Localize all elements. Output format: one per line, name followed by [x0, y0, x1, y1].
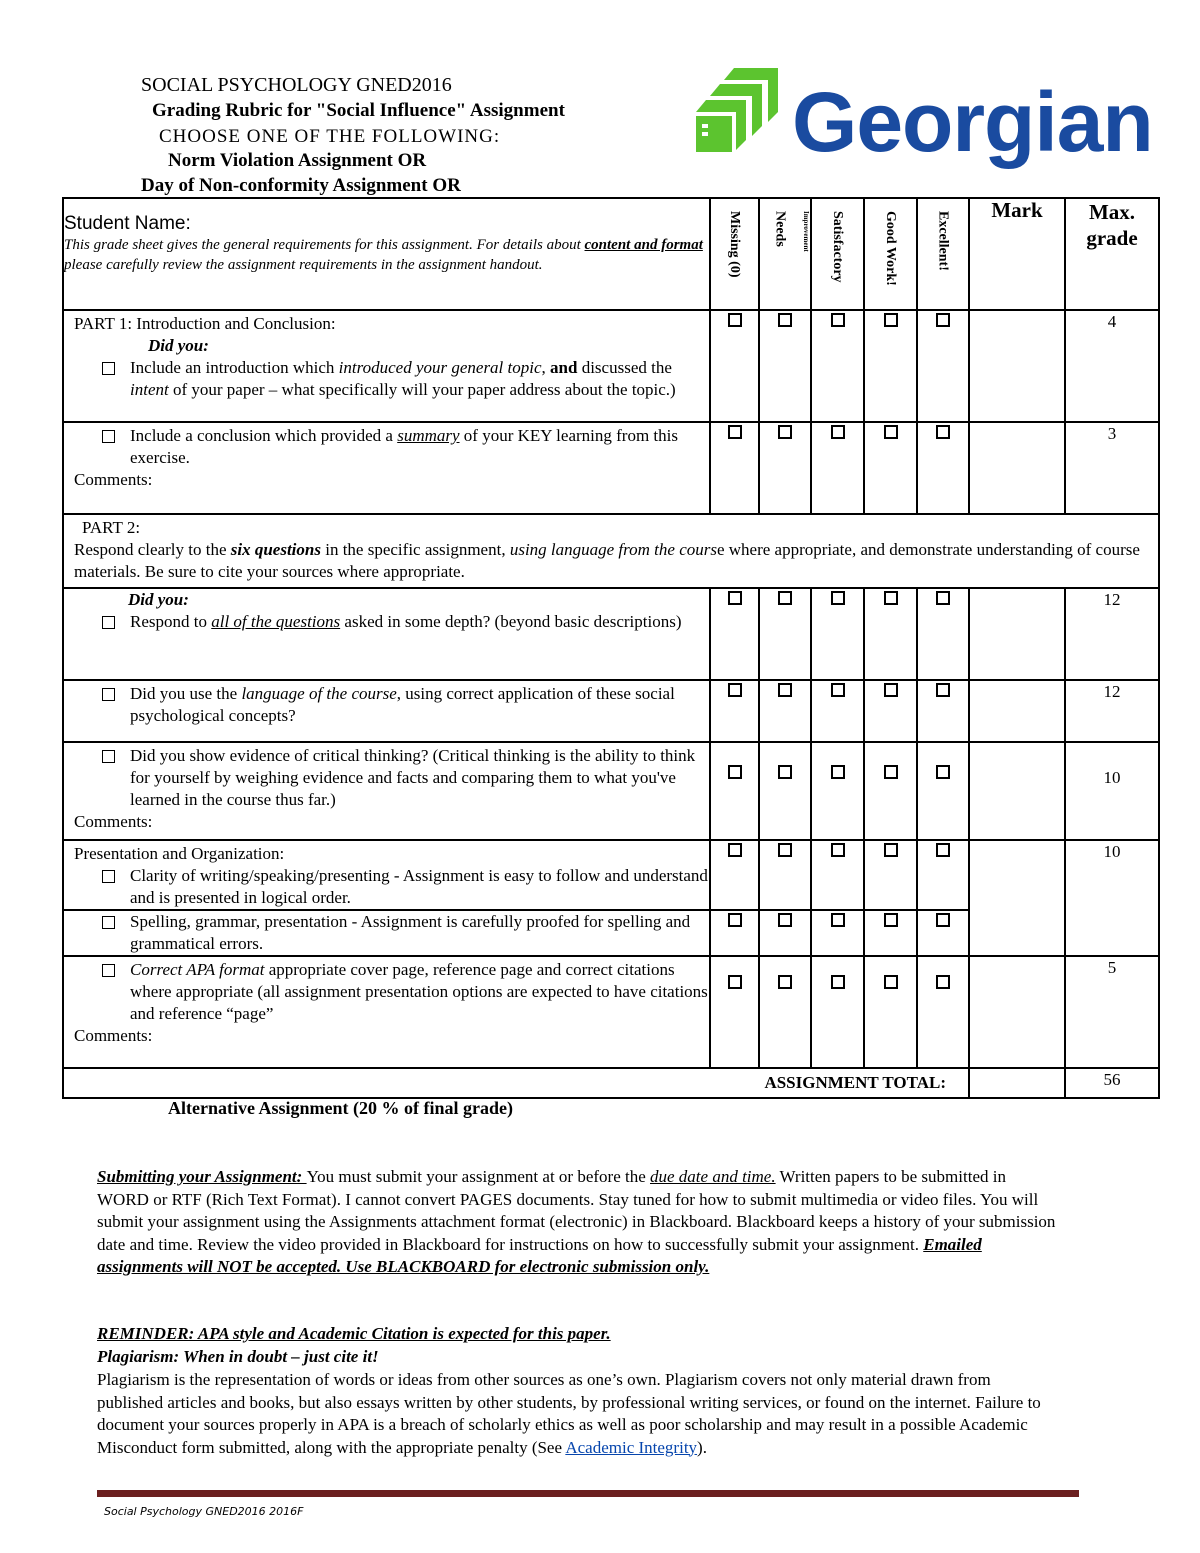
checkbox-satisfactory[interactable] [811, 422, 864, 514]
mark-cell[interactable] [969, 422, 1065, 514]
mark-cell[interactable] [969, 310, 1065, 422]
checkbox-satisfactory[interactable] [811, 680, 864, 742]
checkbox-satisfactory[interactable] [811, 588, 864, 680]
checkbox-needs[interactable] [759, 742, 811, 840]
georgian-logo-text: Georgian [792, 75, 1153, 169]
table-row [63, 514, 1159, 588]
checkbox-missing[interactable] [710, 910, 759, 956]
checkbox-needs[interactable] [759, 422, 811, 514]
part2-intro: Respond clearly to the six questions in the specific assignment, using language from the course where appropriate, and demonstrate understanding of course materials. Be sure to cite your sources where appropriate. [74, 540, 1140, 581]
max-grade-cell: 10 [1065, 742, 1159, 840]
mark-cell[interactable] [969, 840, 1065, 956]
academic-integrity-link[interactable]: Academic Integrity [565, 1437, 698, 1457]
footer-text: Social Psychology GNED2016 2016F [104, 1505, 304, 1518]
list-item: Did you use the language of the course, using correct application of these social psychological concepts? [102, 683, 709, 727]
checkbox-satisfactory[interactable] [811, 910, 864, 956]
comments-label: Comments: [74, 470, 153, 489]
part2-title: PART 2: [82, 518, 141, 537]
checkbox-excellent[interactable] [917, 840, 969, 910]
course-title: SOCIAL PSYCHOLOGY GNED2016 [141, 74, 452, 96]
max-grade-cell: 12 [1065, 588, 1159, 680]
assignment-total-label: ASSIGNMENT TOTAL: [63, 1068, 969, 1098]
checkbox-good[interactable] [864, 422, 917, 514]
checkbox-excellent[interactable] [917, 422, 969, 514]
mark-cell[interactable] [969, 742, 1065, 840]
georgian-leaf-icon [694, 68, 784, 160]
option-non-conformity: Day of Non-conformity Assignment OR [141, 175, 461, 196]
max-grade-cell: 3 [1065, 422, 1159, 514]
table-row [63, 680, 1159, 742]
checkbox-good[interactable] [864, 310, 917, 422]
student-name-label: Student Name: [64, 213, 191, 234]
did-you-label: Did you: [148, 336, 209, 355]
grade-sheet-note: This grade sheet gives the general requirements for this assignment. For details about content and format please carefully review the assignment requirements in the assignment handout. [64, 237, 703, 273]
plagiarism-heading: Plagiarism: When in doubt – just cite it! [97, 1347, 379, 1366]
list-item: Correct APA format appropriate cover page, reference page and correct citations where appropriate (all assignment presentation options are expected to have citations and reference “page” [102, 959, 709, 1025]
checkbox-satisfactory[interactable] [811, 956, 864, 1068]
mark-cell[interactable] [969, 956, 1065, 1068]
max-grade-cell: 10 [1065, 840, 1159, 956]
total-mark-cell[interactable] [969, 1068, 1065, 1098]
list-item: Respond to all of the questions asked in some depth? (beyond basic descriptions) [102, 611, 709, 635]
col-missing: Missing (0) [710, 198, 759, 310]
rubric-table [62, 197, 1160, 1099]
did-you-label: Did you: [128, 590, 189, 609]
table-row [63, 588, 1159, 680]
list-item: Spelling, grammar, presentation - Assignment is carefully proofed for spelling and grammatical errors. [102, 911, 709, 955]
checkbox-missing[interactable] [710, 310, 759, 422]
table-row [63, 742, 1159, 840]
col-good-work: Good Work! [864, 198, 917, 310]
checkbox-excellent[interactable] [917, 680, 969, 742]
mark-cell[interactable] [969, 680, 1065, 742]
max-grade-cell: 4 [1065, 310, 1159, 422]
checkbox-good[interactable] [864, 680, 917, 742]
table-row [63, 310, 1159, 422]
plagiarism-body: Plagiarism is the representation of words or ideas from other sources as one’s own. Plagiarism covers not only material drawn from published articles and books, but also essays written by other students, by professional writing services, or found on the internet. Failure to document your sources properly in APA is a breach of scholarly ethics as well as poor scholarship and may result in a possible Academic Misconduct form submitted, along with the appropriate penalty (See Academic Integrity). [97, 1370, 1041, 1457]
list-item: Clarity of writing/speaking/presenting - Assignment is easy to follow and understand and is presented in logical order. [102, 865, 709, 909]
col-max-grade: Max. grade [1065, 198, 1159, 310]
checkbox-satisfactory[interactable] [811, 742, 864, 840]
rubric-subtitle: Grading Rubric for "Social Influence" Assignment [152, 100, 565, 121]
max-grade-cell: 5 [1065, 956, 1159, 1068]
table-row [63, 956, 1159, 1068]
option-norm-violation: Norm Violation Assignment OR [168, 150, 427, 171]
part1-title: PART 1: Introduction and Conclusion: [74, 314, 336, 333]
checkbox-missing[interactable] [710, 840, 759, 910]
checkbox-missing[interactable] [710, 422, 759, 514]
checkbox-good[interactable] [864, 840, 917, 910]
col-excellent: Excellent! [917, 198, 969, 310]
checkbox-missing[interactable] [710, 956, 759, 1068]
reminder: REMINDER: APA style and Academic Citation is expected for this paper. [97, 1324, 611, 1343]
checkbox-excellent[interactable] [917, 910, 969, 956]
checkbox-missing[interactable] [710, 588, 759, 680]
checkbox-excellent[interactable] [917, 742, 969, 840]
checkbox-needs[interactable] [759, 956, 811, 1068]
checkbox-excellent[interactable] [917, 310, 969, 422]
list-item: Did you show evidence of critical thinking? (Critical thinking is the ability to think for yourself by weighing evidence and facts and comparing them to what you've learned in the course thus far.) [102, 745, 709, 811]
total-row [63, 1068, 1159, 1098]
checkbox-missing[interactable] [710, 742, 759, 840]
comments-label: Comments: [74, 812, 153, 831]
table-row [63, 840, 1159, 910]
checkbox-needs[interactable] [759, 588, 811, 680]
checkbox-excellent[interactable] [917, 956, 969, 1068]
choose-heading: CHOOSE ONE OF THE FOLLOWING: [159, 126, 501, 147]
checkbox-needs[interactable] [759, 680, 811, 742]
col-satisfactory: Satisfactory [811, 198, 864, 310]
comments-label: Comments: [74, 1026, 153, 1045]
mark-cell[interactable] [969, 588, 1065, 680]
checkbox-needs[interactable] [759, 910, 811, 956]
total-max-cell: 56 [1065, 1068, 1159, 1098]
part3-title: Presentation and Organization: [74, 844, 285, 863]
submitting-section: Submitting your Assignment: You must submit your assignment at or before the due date and time. Written papers to be submitted in WORD or RTF (Rich Text Format). I cannot convert PAGES documents. Stay tuned for how to submit multimedia or video files. You will submit your assignment using the Assignments attachment format (electronic) in Blackboard. Blackboard keeps a history of your submission date and time. Review the video provided in Blackboard for instructions on how to successfully submit your assignment. Emailed assignments will NOT be accepted. Use BLACKBOARD for electronic submission only. [97, 1167, 1056, 1276]
col-needs-improvement: Needs Improvement [759, 198, 811, 310]
checkbox-satisfactory[interactable] [811, 310, 864, 422]
checkbox-good[interactable] [864, 956, 917, 1068]
checkbox-good[interactable] [864, 588, 917, 680]
list-item: Include an introduction which introduced your general topic, and discussed the intent of your paper – what specifically will your paper address about the topic.) [102, 357, 709, 401]
checkbox-needs[interactable] [759, 840, 811, 910]
alt-assignment-heading: Alternative Assignment (20 % of final grade) [168, 1098, 513, 1118]
checkbox-missing[interactable] [710, 680, 759, 742]
checkbox-satisfactory[interactable] [811, 840, 864, 910]
checkbox-good[interactable] [864, 910, 917, 956]
checkbox-excellent[interactable] [917, 588, 969, 680]
checkbox-good[interactable] [864, 742, 917, 840]
max-grade-cell: 12 [1065, 680, 1159, 742]
col-mark: Mark [969, 198, 1065, 310]
table-row [63, 422, 1159, 514]
checkbox-needs[interactable] [759, 310, 811, 422]
table-header-row [63, 198, 1159, 310]
footer-rule [97, 1490, 1079, 1497]
list-item: Include a conclusion which provided a summary of your KEY learning from this exercise. [102, 425, 709, 469]
